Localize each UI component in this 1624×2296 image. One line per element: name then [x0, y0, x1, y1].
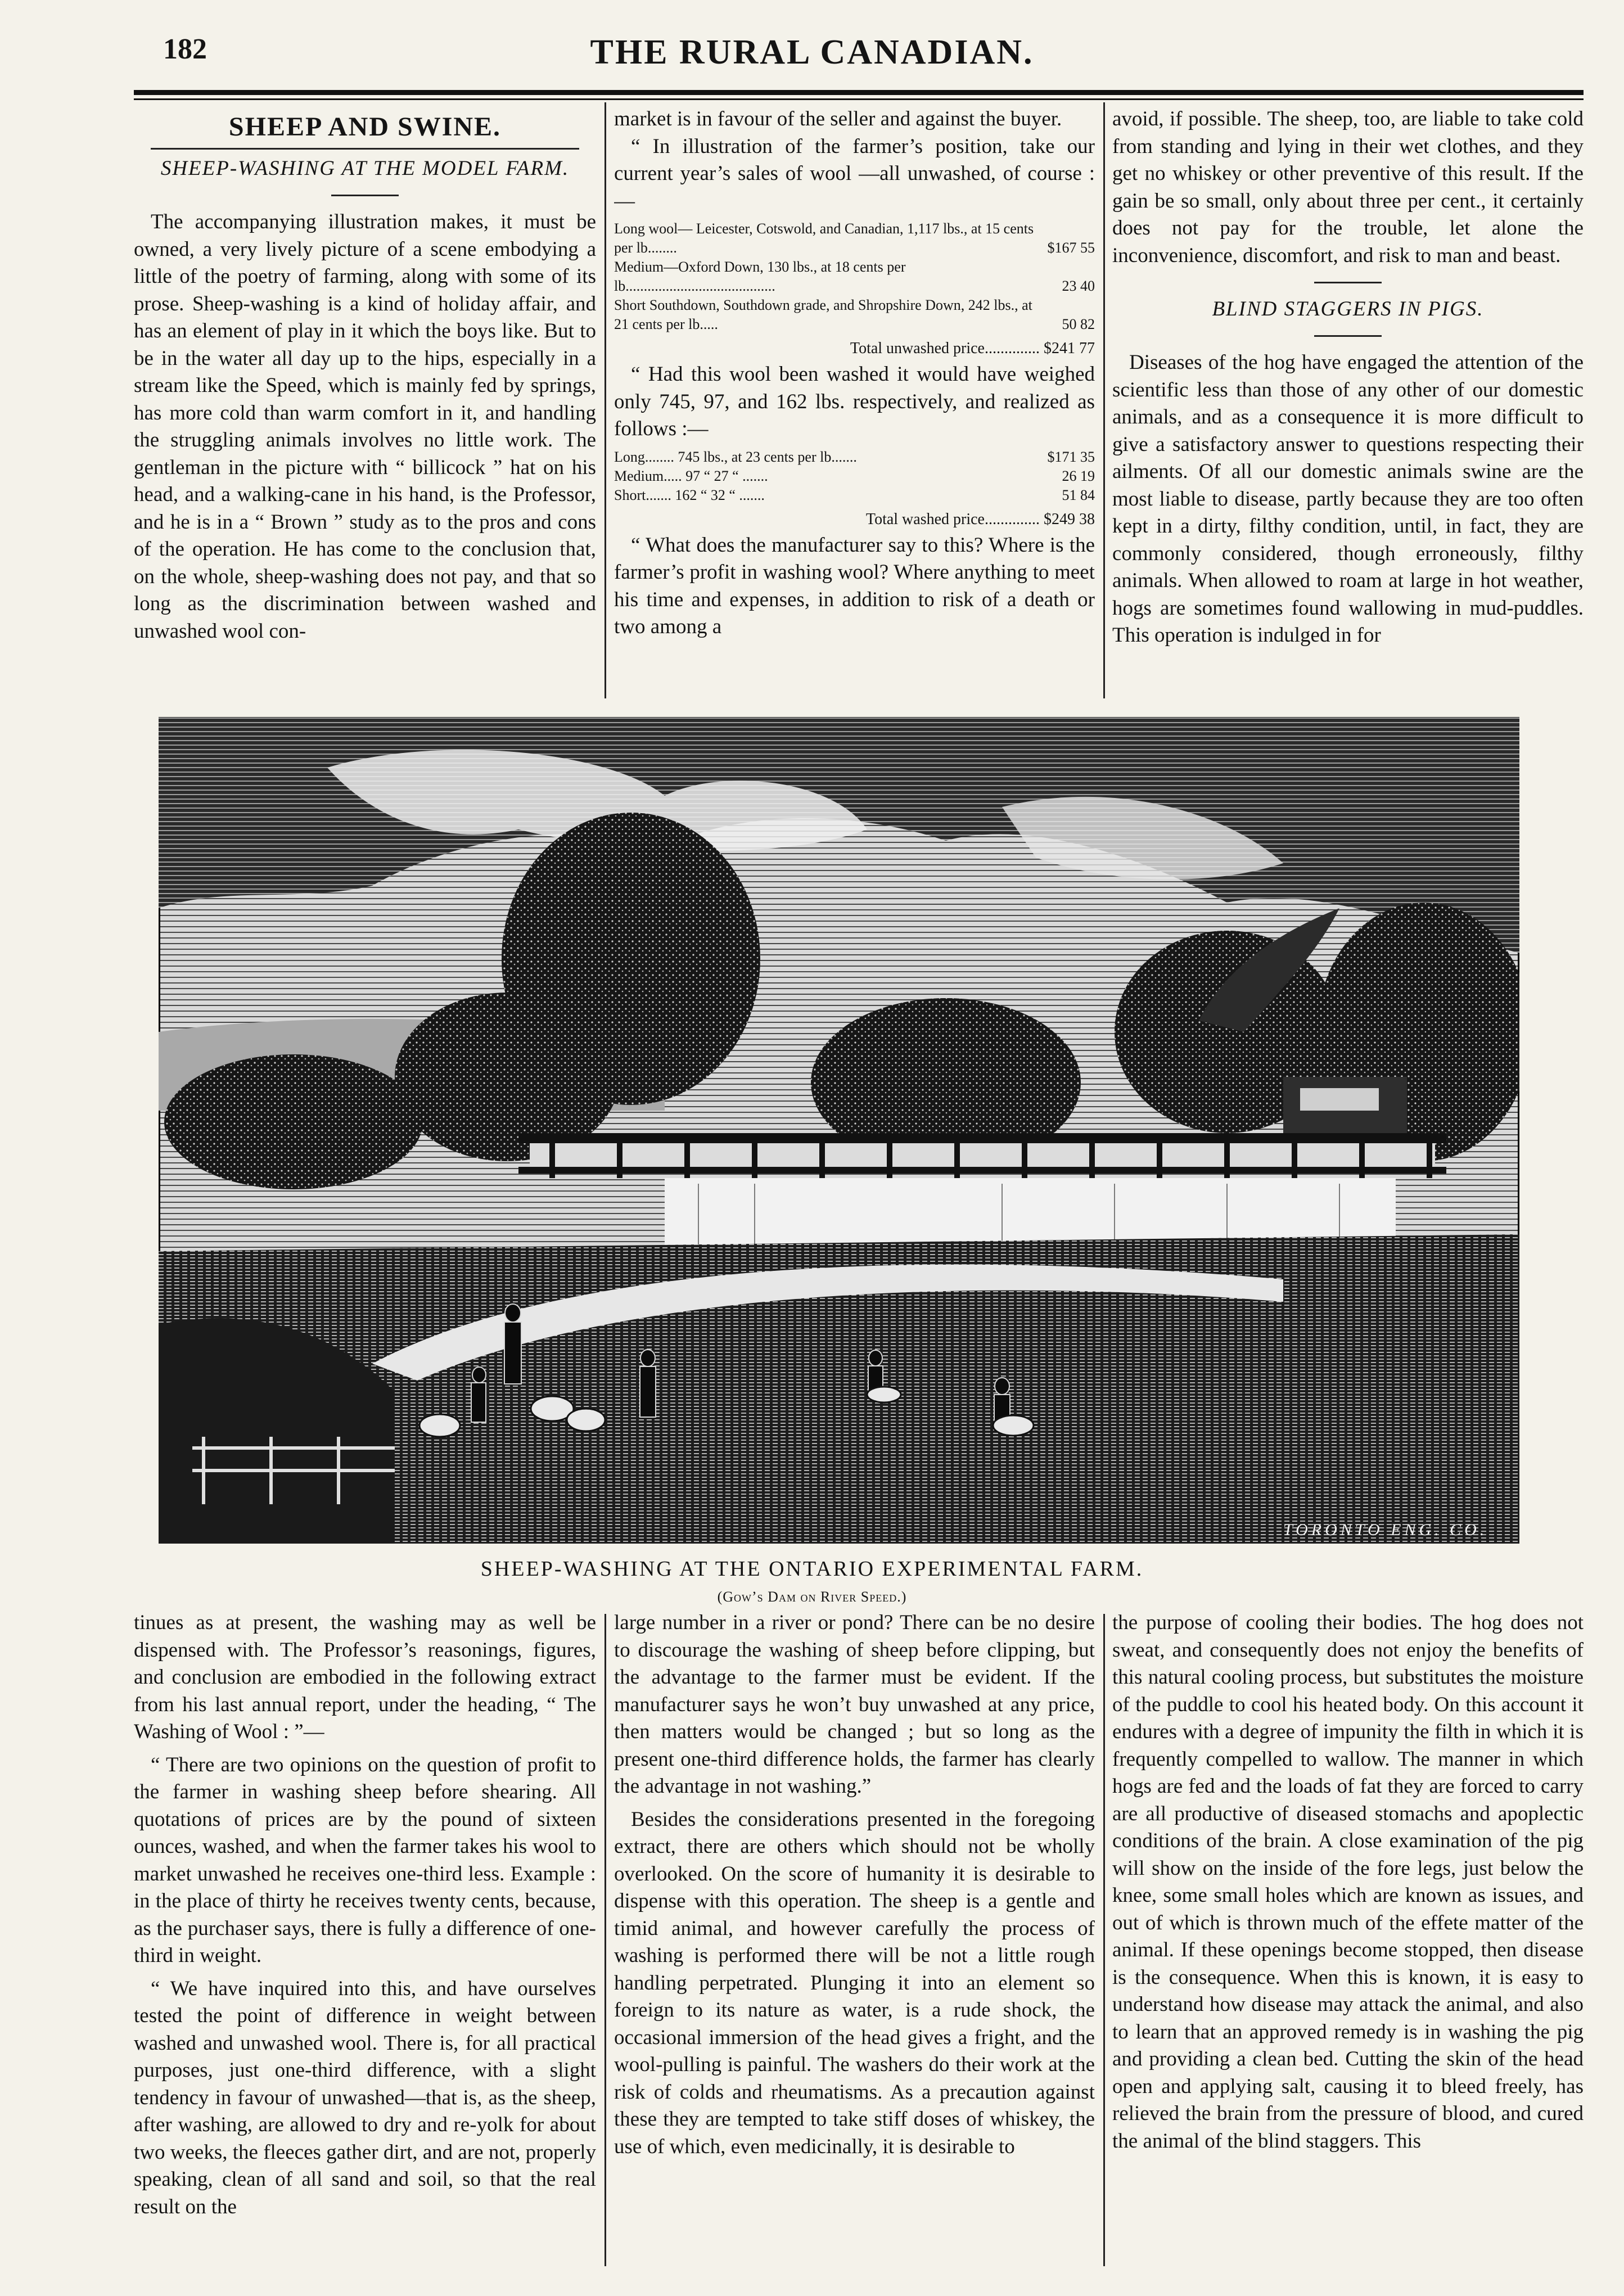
paragraph: “ We have inquired into this, and have ourselves tested the point of difference in weight between washed and unwashed wool. There is, for all practical purposes, just one-third difference, with a slight tendency in favour of unwashed—that is, as the sheep, after washing, are allowed to dry and re-yolk for about two weeks, the fleeces gather dirt, and are not, properly speaking, clean of all sand and soil, so that the real result on the [134, 1977, 596, 2218]
top-column-2 [614, 106, 1095, 702]
paragraph: tinues as at present, the washing may as well be dispensed with. The Professor’s reasonings, figures, and conclusion are embodied in the following extract from his last annual report, under the heading, “ The Washing of Wool : ”— [134, 1611, 596, 1743]
table-row [614, 219, 1095, 258]
section-title: SHEEP AND SWINE. [228, 112, 502, 142]
paragraph: “ There are two opinions on the question of profit to the farmer in washing sheep before shearing. All quotations of prices are by the pound of sixteen ounces, washed, and when the farmer takes his wool to market unwashed he receives one-third less. Example : in the place of thirty he receives twenty cents, because, as the purchaser says, there is fully a difference of one-third in weight. [134, 1753, 596, 1967]
paragraph: large number in a river or pond? There can be no desire to discourage the washing of sheep before clipping, but the advantage to the farmer must be evident. If the manufacturer says he won’t buy unwashed at any price, then matters would be changed ; but so long as the present one-third difference holds, the farmer has clearly the advantage in not washing.” [614, 1611, 1095, 1798]
table-cell: 51 84 [1062, 486, 1095, 503]
figure-subcaption: (Gow’s Dam on River Speed.) [717, 1589, 907, 1605]
paragraph: “ In illustration of the farmer’s position, take our current year’s sales of wool —all unwashed, of course :— [614, 134, 1095, 213]
masthead: THE RURAL CANADIAN. [590, 33, 1034, 71]
bottom-column-3 [1112, 1609, 1584, 2273]
washed-total: Total washed price.............. $249 38 [865, 510, 1095, 528]
unwashed-sales-table [614, 219, 1095, 334]
paragraph: “ What does the manufacturer say to this? Where is the farmer’s profit in washing wool? Where anything to meet his time and expenses, in addition to risk of a death or two among a [614, 533, 1095, 638]
header-rule-thick [134, 90, 1584, 95]
table-cell: $167 55 [1047, 240, 1095, 256]
headline-rule [1314, 335, 1382, 337]
bottom-column-2 [614, 1609, 1095, 2273]
engraving-image [159, 717, 1519, 1544]
engraver-signature: TORONTO ENG. CO. [1283, 1521, 1488, 1539]
table-cell: Long........ 745 lbs., at 23 cents per lb....... [614, 448, 857, 465]
article-separator-rule [1314, 282, 1382, 283]
column-divider [605, 102, 606, 698]
table-row [614, 486, 1095, 505]
unwashed-total: Total unwashed price.............. $241 77 [850, 340, 1095, 357]
section-title-rule [151, 148, 579, 150]
column-divider [605, 1614, 606, 2266]
table-cell: Medium—Oxford Down, 130 lbs., at 18 cents per lb......................................... [614, 259, 906, 294]
table-cell: 23 40 [1062, 278, 1095, 294]
headline-rule [331, 195, 399, 196]
paragraph: avoid, if possible. The sheep, too, are liable to take cold from standing and lying in their wet clothes, and they get no whiskey or other preventive of this result. If the gain be so small, only about three per cent., it certainly does not pay for the trouble, let alone the inconvenience, discomfort, and risk to man and beast. [1112, 107, 1584, 267]
sheep-washing-engraving [159, 717, 1519, 1544]
paragraph: “ Had this wool been washed it would have weighed only 745, 97, and 162 lbs. respectively, and realized as follows :— [614, 363, 1095, 440]
paragraph: Diseases of the hog have engaged the attention of the scientific less than those of any other of our domestic animals, and as a consequence it is more difficult to give a satisfactory answer to questions respecting their ailments. Of all our domestic animals swine are the most liable to disease, partly because they are too often kept in a dirty, filthy condition, until, in fact, they are commonly considered, though erroneously, filthy animals. When allowed to roam at large in hot weather, hogs are sometimes found wallowing in mud-puddles. This operation is indulged in for [1112, 351, 1584, 647]
table-cell: Short....... 162 “ 32 “ ....... [614, 486, 765, 503]
paragraph: market is in favour of the seller and against the buyer. [614, 107, 1062, 130]
bottom-column-1 [134, 1609, 596, 2273]
column-divider [1103, 1614, 1105, 2266]
top-column-1 [134, 106, 596, 702]
table-row [614, 467, 1095, 486]
figure-caption: SHEEP-WASHING AT THE ONTARIO EXPERIMENTAL FARM. [480, 1557, 1144, 1581]
column-divider [1103, 102, 1105, 698]
table-row [614, 448, 1095, 467]
washed-sales-table [614, 448, 1095, 505]
page-number: 182 [163, 33, 207, 65]
table-cell: 50 82 [1062, 316, 1095, 332]
table-row [614, 258, 1095, 296]
table-cell: Short Southdown, Southdown grade, and Shropshire Down, 242 lbs., at 21 cents per lb..... [614, 297, 1032, 332]
table-cell: $171 35 [1047, 448, 1095, 465]
table-cell: Long wool— Leicester, Cotswold, and Canadian, 1,117 lbs., at 15 cents per lb........ [614, 220, 1034, 256]
table-cell: 26 19 [1062, 467, 1095, 484]
paragraph: Besides the considerations presented in the foregoing extract, there are others which should not be wholly overlooked. On the score of humanity it is desirable to dispense with this operation. The sheep is a gentle and timid animal, and however carefully the process of washing is performed there will be not a little rough handling perpetrated. Plunging it into an element so foreign to its nature as water, is a rude shock, the occasional immersion of the head gives a fright, and the wool-pulling is painful. The washers do their work at the risk of colds and rheumatisms. As a precaution against these they are tempted to take stiff doses of whiskey, the use of which, even medicinally, it is desirable to [614, 1807, 1095, 2158]
article-headline-swine: BLIND STAGGERS IN PIGS. [1212, 297, 1484, 321]
article-headline-sheep: SHEEP-WASHING AT THE MODEL FARM. [160, 157, 570, 180]
header-rule-thin [134, 98, 1584, 100]
top-column-3 [1112, 106, 1584, 702]
paragraph: the purpose of cooling their bodies. The hog does not sweat, and consequently does not enjoy the benefits of this natural cooling process, but substitutes the moisture of the puddle to cool his heated body. On this account it endures with a degree of impunity the filth in which it is frequently compelled to wallow. The manner in which hogs are fed and the loads of fat they are forced to carry are all productive of diseased stomachs and apoplectic conditions of the brain. A close examination of the pig will show on the inside of the fore legs, just below the knee, some small holes which are known as issues, and out of which is thrown much of the effete matter of the animal. If these openings become stopped, then disease is the consequence. When this is known, it is easy to understand how disease may attack the animal, and also to learn that an approved remedy is in washing the pig and providing a clean bed. Cutting the skin of the head open and applying salt, causing it to bleed freely, has relieved the brain from the pressure of blood, and cured the animal of the blind staggers. This [1112, 1611, 1584, 2153]
table-cell: Medium..... 97 “ 27 “ ....... [614, 467, 768, 484]
paragraph: The accompanying illustration makes, it must be owned, a very lively picture of a scene embodying a little of the poetry of farming, along with some of its prose. Sheep-washing is a kind of holiday affair, and has an element of play in it which the boys like. But to be in the water all day up to the hips, especially in a stream like the Speed, which is mainly fed by springs, has more cold than warm comfort in it, and handling the struggling animals involves no little work. The gentleman in the picture with “ billicock ” hat on his head, and a walking-cane in his hand, is the Professor, and he is in a “ Brown ” study as to the pros and cons of the operation. He has come to the conclusion that, on the whole, sheep-washing does not pay, and that so long as the discrimination between washed and unwashed wool con- [134, 210, 596, 643]
table-row [614, 296, 1095, 334]
